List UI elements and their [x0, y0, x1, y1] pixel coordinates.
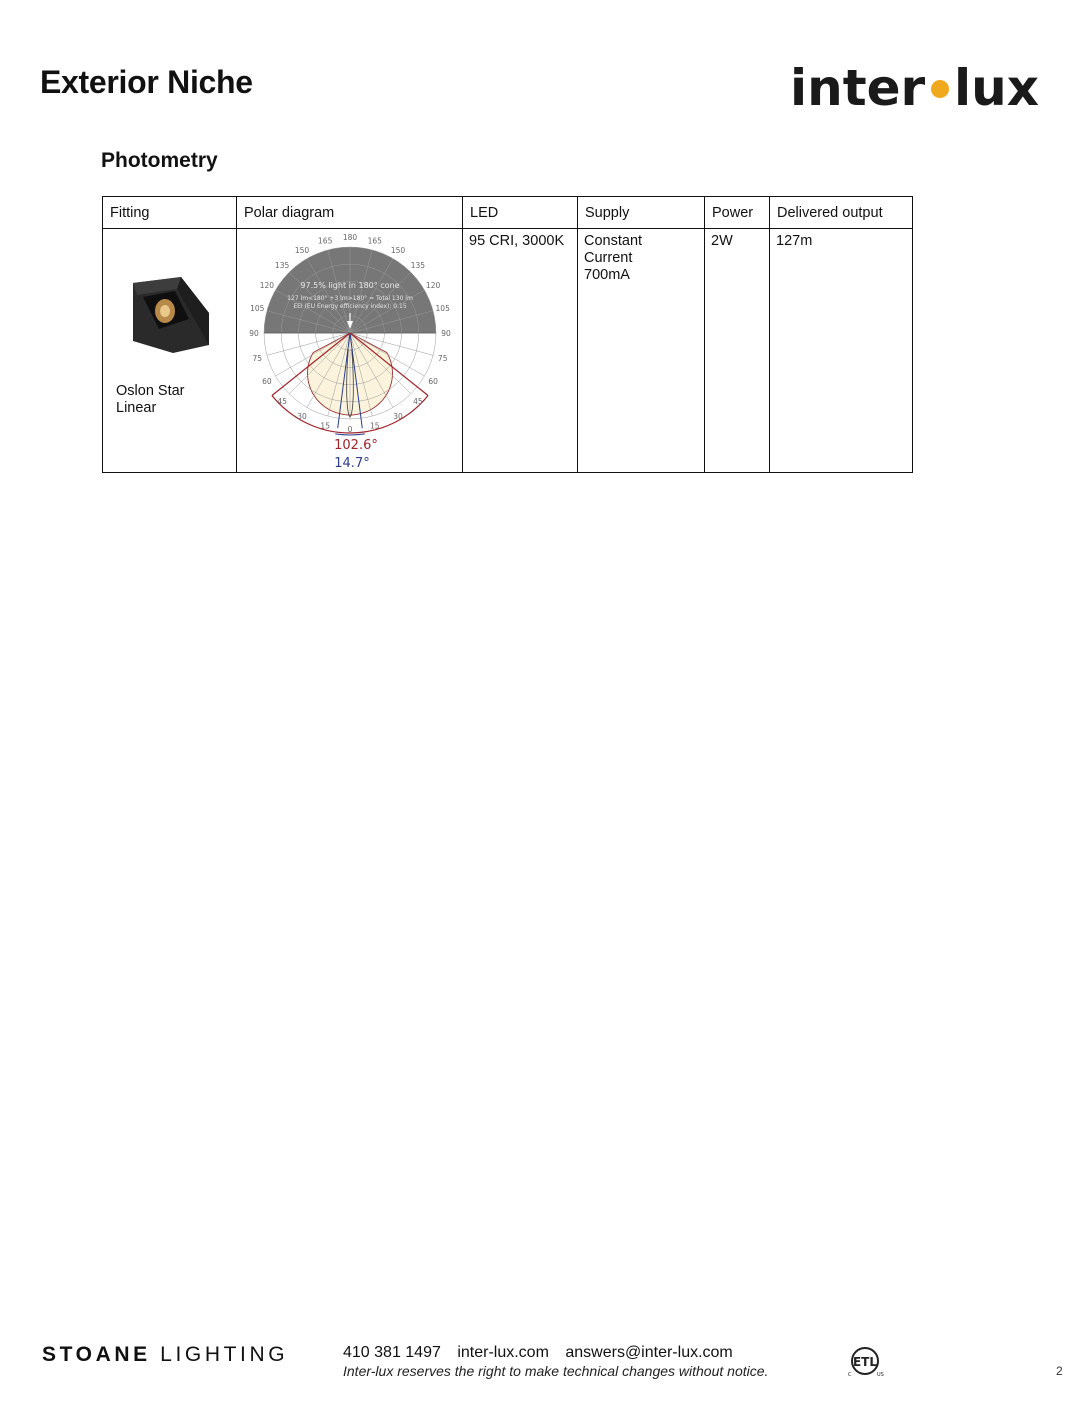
footer-brand — [42, 1343, 288, 1367]
angle-label-left: 90 — [249, 329, 259, 338]
col-header-supply: Supply — [585, 205, 630, 221]
narrow-beam-arc — [335, 434, 365, 435]
table-header-row — [103, 197, 913, 229]
col-header-output: Delivered output — [777, 205, 883, 221]
interlux-logo — [788, 52, 1048, 116]
angle-label-right: 105 — [435, 304, 450, 314]
angle-label-right: 15 — [370, 421, 380, 431]
svg-text:US: US — [877, 1372, 884, 1378]
angle-label-right: 30 — [393, 412, 403, 422]
table-row — [103, 229, 913, 473]
angle-label-left: 75 — [252, 353, 263, 363]
supply-value: Constant Current 700mA — [584, 233, 643, 283]
angle-label-left: 45 — [277, 396, 287, 406]
angle-label-left: 150 — [294, 245, 310, 255]
power-value: 2W — [711, 233, 733, 249]
fitting-product-image — [129, 275, 213, 355]
angle-label-left: 165 — [318, 236, 333, 246]
angle-label-left: 30 — [297, 412, 307, 422]
photometry-table — [102, 196, 913, 473]
col-header-polar: Polar diagram — [244, 205, 335, 221]
footer-contacts — [343, 1344, 745, 1362]
narrow-beam-angle-label: 14.7° — [334, 456, 370, 471]
footer-phone: 410 381 1497 — [343, 1344, 441, 1361]
cone-percentage-text: 97.5% light in 180° cone — [300, 281, 400, 290]
angle-label-right: 90 — [441, 329, 451, 338]
page-title: Exterior Niche — [40, 64, 253, 100]
section-title: Photometry — [101, 149, 218, 172]
angle-label-right: 45 — [413, 396, 423, 406]
angle-label-right: 150 — [390, 245, 406, 255]
footer-website-link[interactable]: inter-lux.com — [457, 1344, 549, 1361]
angle-label-right: 120 — [425, 281, 441, 290]
footer-brand-light: LIGHTING — [160, 1343, 289, 1366]
angle-label-left: 135 — [274, 261, 290, 271]
cert-text: ETL — [852, 1355, 878, 1369]
svg-text:C: C — [848, 1372, 852, 1378]
footer-brand-bold: STOANE — [42, 1343, 151, 1366]
fitting-name: Oslon Star Linear — [116, 383, 185, 416]
angle-label-left: 60 — [262, 377, 272, 386]
logo-text-right: lux — [954, 59, 1039, 116]
angle-label-left: 120 — [259, 281, 275, 290]
angle-label-left: 15 — [320, 421, 330, 431]
angle-label-left: 0 — [347, 425, 353, 434]
etl-cert-icon — [845, 1346, 887, 1378]
polar-diagram — [237, 229, 462, 472]
angle-label-right: 75 — [437, 353, 448, 363]
led-value: 95 CRI, 3000K — [469, 233, 565, 249]
col-header-power: Power — [712, 205, 754, 221]
wide-beam-angle-label: 102.6° — [334, 438, 378, 453]
angle-label-right: 135 — [410, 261, 426, 271]
angle-label-right: 165 — [367, 236, 382, 246]
logo-text-left: inter — [790, 59, 926, 116]
angle-label-left: 105 — [250, 304, 265, 314]
eei-text: EEI (EU Energy efficiency index): 0.15 — [293, 303, 407, 310]
logo-dot-icon — [931, 80, 949, 98]
angle-label-right: 60 — [428, 377, 438, 386]
lumen-breakdown-text: 127 lm<180° +3 lm>180° = Total 130 lm — [287, 295, 413, 302]
angle-label-left: 180 — [342, 233, 358, 242]
col-header-led: LED — [470, 205, 499, 221]
output-value: 127m — [776, 233, 813, 249]
footer-email-link[interactable]: answers@inter-lux.com — [565, 1344, 733, 1361]
page-number: 2 — [1056, 1364, 1063, 1378]
footer-disclaimer: Inter-lux reserves the right to make technical changes without notice. — [343, 1363, 769, 1379]
col-header-fitting: Fitting — [110, 205, 150, 221]
